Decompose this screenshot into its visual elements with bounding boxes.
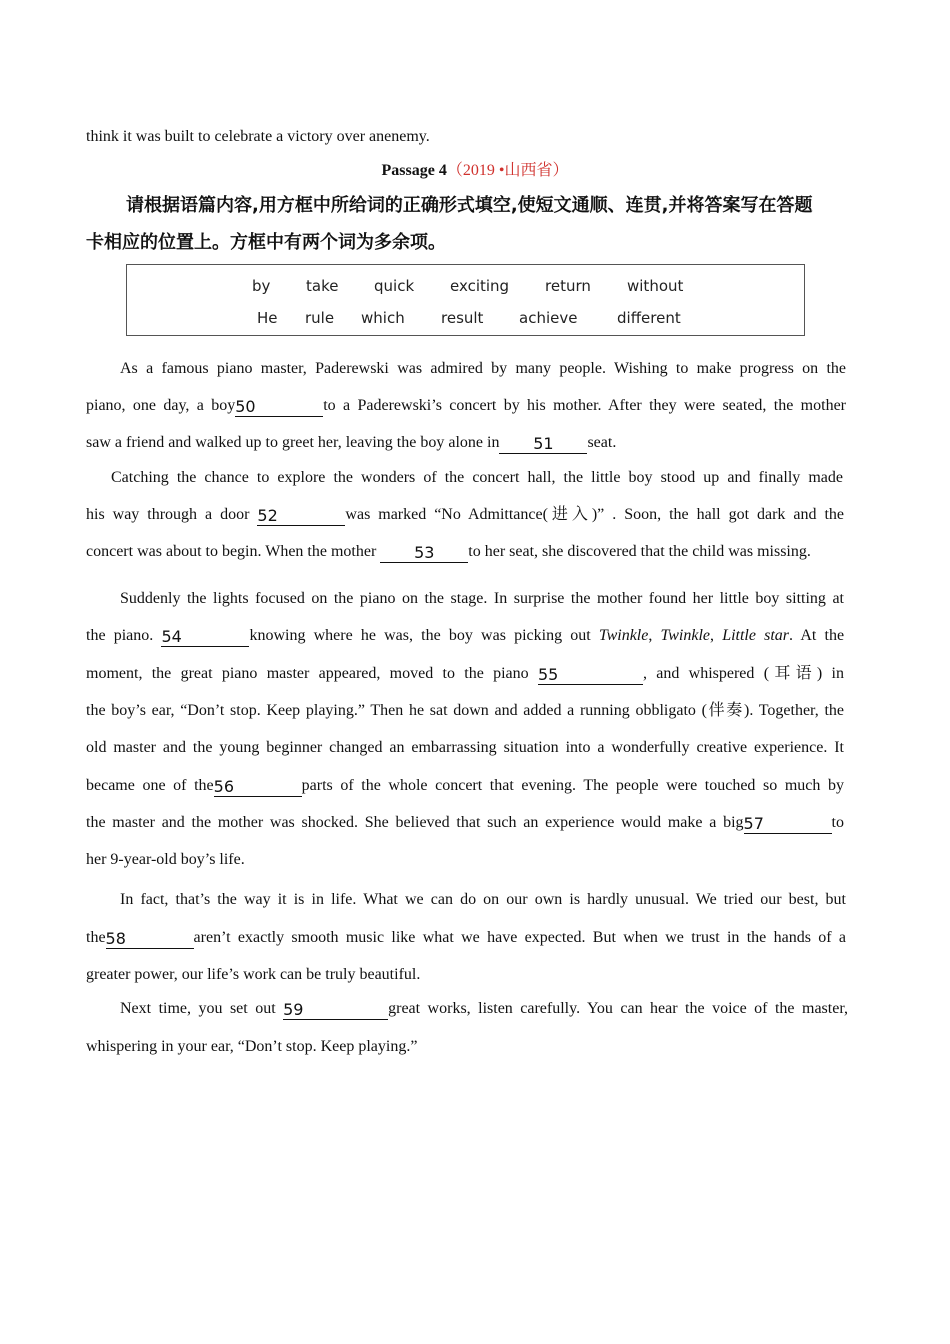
paragraph-line: the boy’s ear, “Don’t stop. Keep playing.” Then he sat down and added a running obbligato (伴奏). Together, the (86, 702, 844, 719)
paragraph-line: the piano. 54 knowing where he was, the boy was picking out Twinkle, Twinkle, Little star. At the (86, 627, 845, 646)
continuation-line: think it was built to celebrate a victory over anenemy. (86, 128, 430, 145)
answer-blank-55[interactable]: 55 (538, 666, 643, 685)
instruction-line-1: 请根据语篇内容,用方框中所给词的正确形式填空,使短文通顺、连贯,并将答案写在答题 (126, 195, 813, 216)
paragraph-line: the58 aren’t exactly smooth music like what we have expected. But when we trust in the hands of a (86, 929, 846, 948)
paragraph-line: his way through a door 52 was marked “No Admittance(进入)” . Soon, the hall got dark and the (86, 506, 845, 525)
instruction-line-2: 卡相应的位置上。方框中有两个词为多余项。 (86, 232, 446, 253)
answer-blank-58[interactable]: 58 (106, 930, 194, 949)
answer-blank-50[interactable]: 50 (235, 398, 323, 417)
word-box-item: rule (305, 309, 335, 327)
passage-heading: Passage 4（2019 •山西省） (381, 162, 569, 179)
passage-source: 2019 •山西省 (462, 162, 553, 179)
paragraph-line: Suddenly the lights focused on the piano on the stage. In surprise the mother found her little boy sitting at (120, 590, 844, 607)
word-box-item: different (617, 309, 681, 327)
paragraph-line: whispering in your ear, “Don’t stop. Keep playing.” (86, 1038, 418, 1055)
answer-blank-54[interactable]: 54 (161, 628, 249, 647)
word-box-item: quick (374, 277, 415, 295)
word-box-item: exciting (450, 277, 510, 295)
paragraph-line: old master and the young beginner changed an embarrassing situation into a wonderfully creative experience. It (86, 739, 844, 756)
paragraph-line: Catching the chance to explore the wonders of the concert hall, the little boy stood up and finally made (111, 469, 843, 486)
paragraph-line: saw a friend and walked up to greet her, leaving the boy alone in 51 seat. (86, 434, 617, 453)
word-box-item: which (361, 309, 405, 327)
word-box-item: achieve (519, 309, 578, 327)
paragraph-line: became one of the56 parts of the whole concert that evening. The people were touched so much by (86, 777, 844, 796)
answer-blank-56[interactable]: 56 (214, 778, 302, 797)
paragraph-line: the master and the mother was shocked. She believed that such an experience would make a big57 to (86, 814, 844, 833)
paragraph-line: piano, one day, a boy50 to a Paderewski’s concert by his mother. After they were seated, the mother (86, 397, 847, 416)
answer-blank-51[interactable]: 51 (499, 435, 587, 454)
answer-blank-53[interactable]: 53 (380, 544, 468, 563)
paragraph-line: greater power, our life’s work can be truly beautiful. (86, 966, 421, 983)
word-box-item: take (306, 277, 339, 295)
paragraph-line: Next time, you set out 59 great works, listen carefully. You can hear the voice of the master, (120, 1000, 848, 1019)
passage-title: Passage 4 (381, 162, 447, 179)
paragraph-line: concert was about to begin. When the mother 53 to her seat, she discovered that the child was missing. (86, 543, 811, 562)
word-box-item: without (627, 277, 684, 295)
paragraph-line: As a famous piano master, Paderewski was admired by many people. Wishing to make progress on the (120, 360, 846, 377)
paragraph-line: moment, the great piano master appeared, moved to the piano 55 , and whispered (耳语) in (86, 665, 844, 684)
answer-blank-52[interactable]: 52 (257, 507, 345, 526)
paragraph-line: In fact, that’s the way it is in life. What we can do on our own is hardly unusual. We tried our best, but (120, 891, 846, 908)
word-box-item: He (257, 309, 278, 327)
word-box-item: by (252, 277, 271, 295)
paragraph-line: her 9-year-old boy’s life. (86, 851, 245, 868)
word-box-item: return (545, 277, 591, 295)
word-box-item: result (441, 309, 484, 327)
answer-blank-57[interactable]: 57 (744, 815, 832, 834)
answer-blank-59[interactable]: 59 (283, 1001, 388, 1020)
word-box (126, 264, 805, 336)
